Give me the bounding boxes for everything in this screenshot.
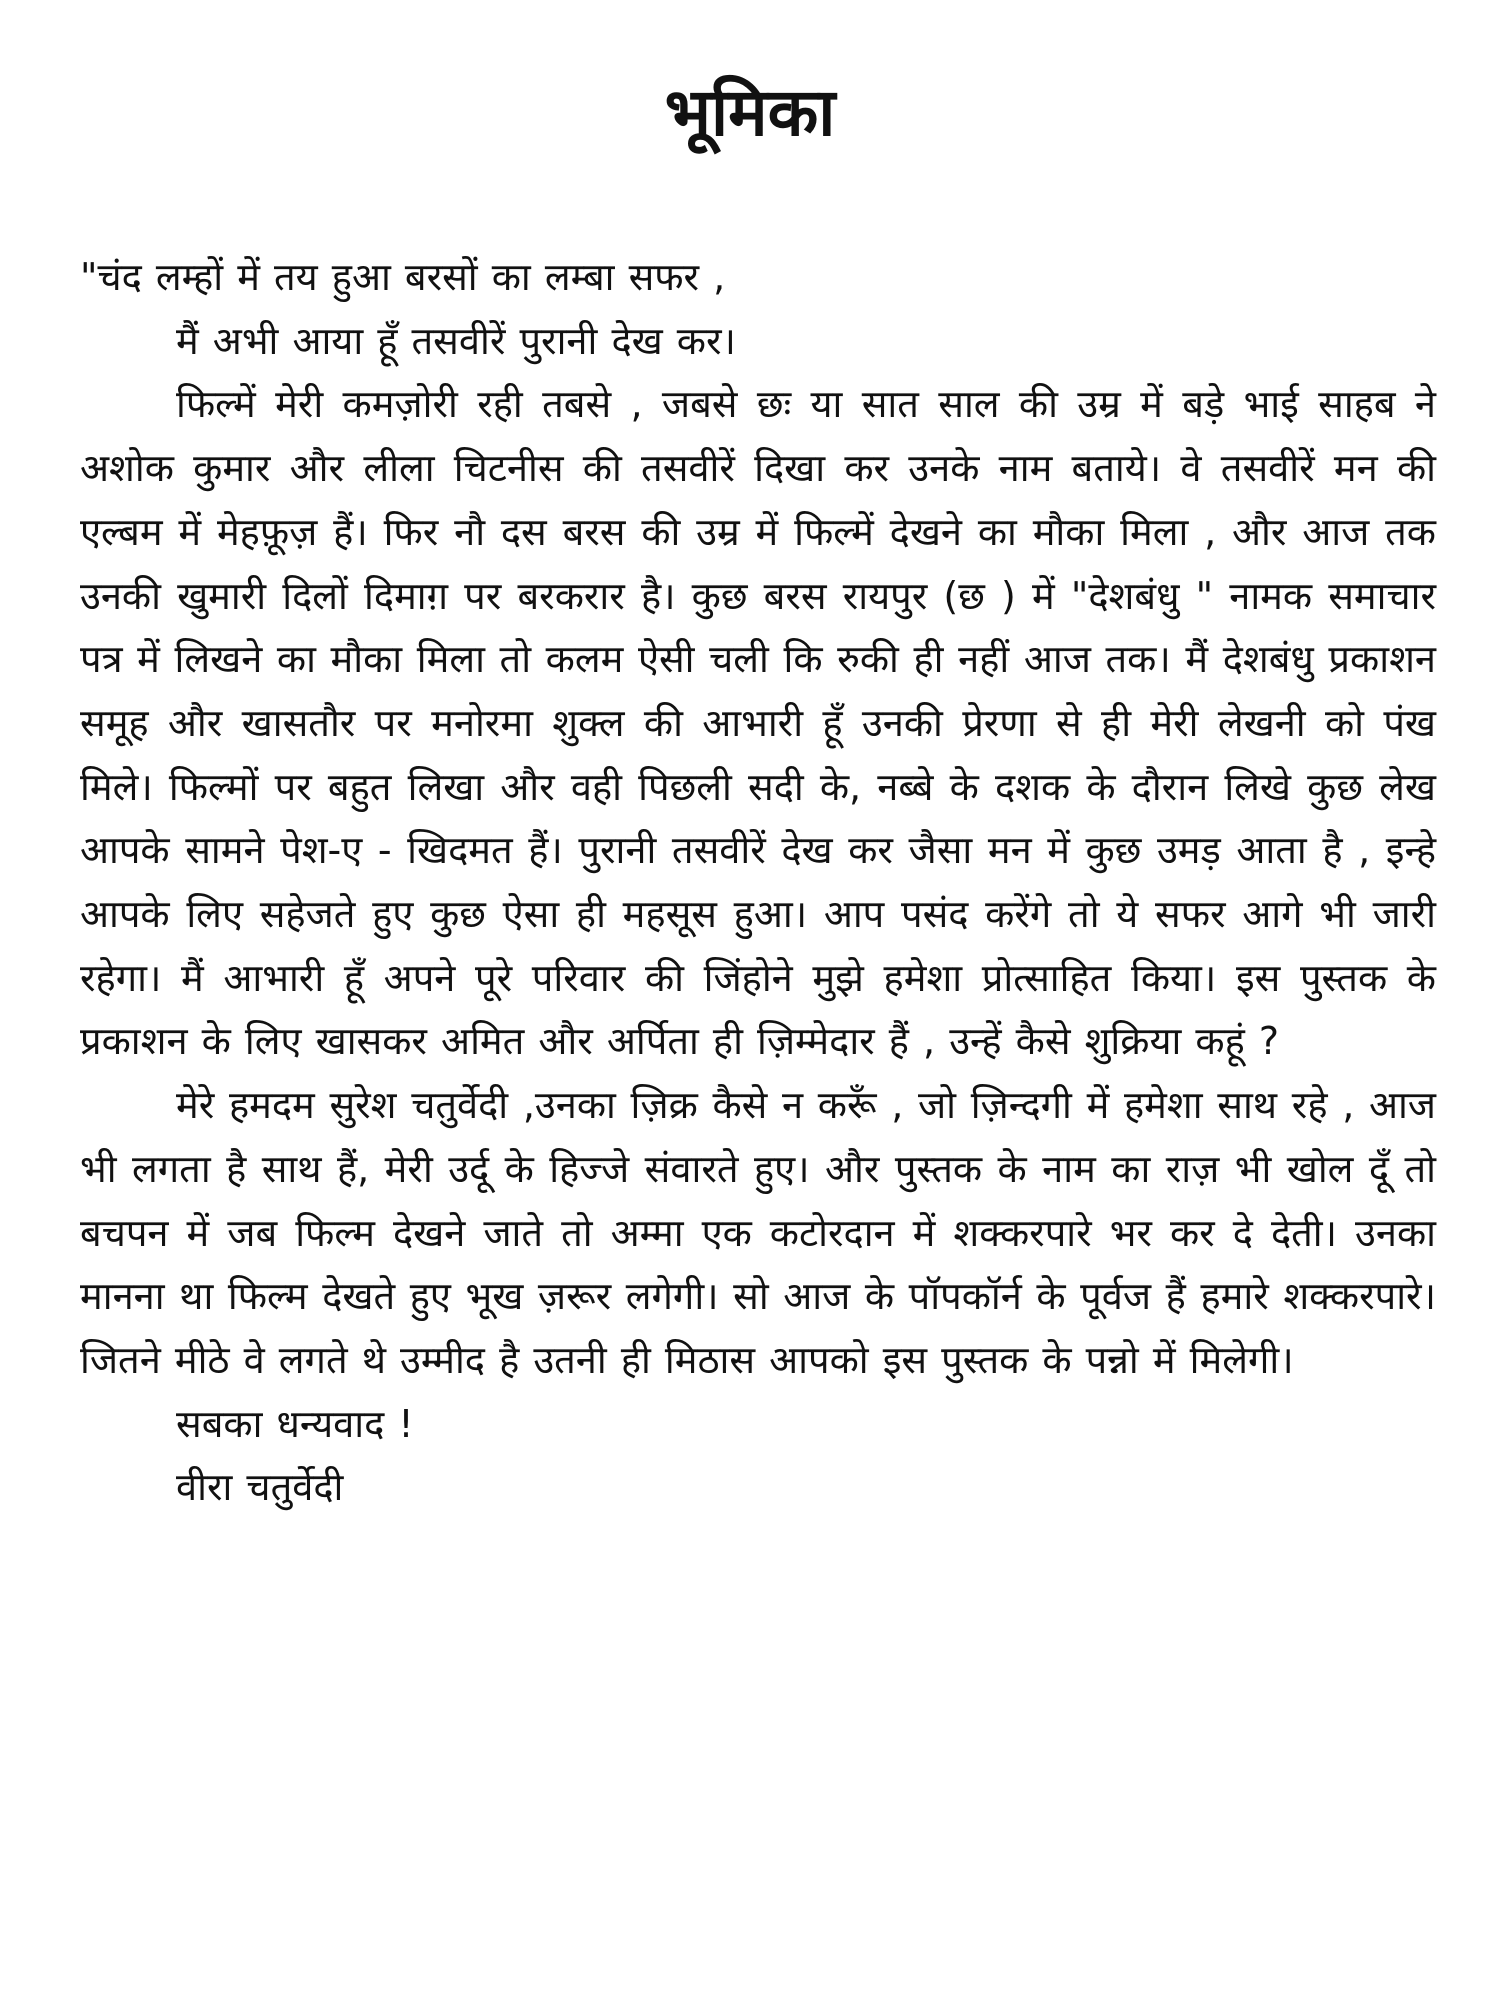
page-title: भूमिका	[664, 74, 836, 151]
couplet-line-1: "चंद लम्हों में तय हुआ बरसों का लम्बा सफर ,	[80, 255, 726, 299]
thanks-line: सबका धन्यवाद !	[176, 1401, 414, 1446]
author-signature: वीरा चतुर्वेदी	[176, 1465, 344, 1510]
preface-body	[80, 246, 1436, 1520]
couplet-line-2: मैं अभी आया हूँ तसवीरें पुरानी देख कर।	[176, 318, 736, 363]
paragraph-2: मेरे हमदम सुरेश चतुर्वेदी ,उनका ज़िक्र कैसे न करूँ , जो ज़िन्दगी में हमेशा साथ रहे , आज भी लगता है साथ हैं, मेरी उर्दू के हिज्जे संवारते हुए। और पुस्तक के नाम का राज़ भी खोल दूँ तो बचपन में जब फिल्म देखने जाते तो अम्मा एक कटोरदान में शक्करपारे भर कर दे देती। उनका मानना था फिल्म देखते हुए भूख ज़रूर लगेगी। सो आज के पॉपकॉर्न के पूर्वज हैं हमारे शक्करपारे। जितने मीठे वे लगते थे उम्मीद है उतनी ही मिठास आपको इस पुस्तक के पन्नो में मिलेगी।	[80, 1083, 1436, 1382]
paragraph-1: फिल्में मेरी कमज़ोरी रही तबसे , जबसे छः या सात साल की उम्र में बड़े भाई साहब ने अशोक कुमार और लीला चिटनीस की तसवीरें दिखा कर उनके नाम बताये। वे तसवीरें मन की एल्बम में मेहफ़ूज़ हैं। फिर नौ दस बरस की उम्र में फिल्में देखने का मौका मिला , और आज तक उनकी खुमारी दिलों दिमाग़ पर बरकरार है। कुछ बरस रायपुर (छ ) में "देशबंधु " नामक समाचार पत्र में लिखने का मौका मिला तो कलम ऐसी चली कि रुकी ही नहीं आज तक। मैं देशबंधु प्रकाशन समूह और खासतौर पर मनोरमा शुक्ल की आभारी हूँ उनकी प्रेरणा से ही मेरी लेखनी को पंख मिले। फिल्मों पर बहुत लिखा और वही पिछली सदी के, नब्बे के दशक के दौरान लिखे कुछ लेख आपके सामने पेश-ए - खिदमत हैं। पुरानी तसवीरें देख कर जैसा मन में कुछ उमड़ आता है , इन्हे आपके लिए सहेजते हुए कुछ ऐसा ही महसूस हुआ। आप पसंद करेंगे तो ये सफर आगे भी जारी रहेगा। मैं आभारी हूँ अपने पूरे परिवार की जिंहोने मुझे हमेशा प्रोत्साहित किया। इस पुस्तक के प्रकाशन के लिए खासकर अमित और अर्पिता ही ज़िम्मेदार हैं , उन्हें कैसे शुक्रिया कहूं ?	[80, 382, 1436, 1064]
